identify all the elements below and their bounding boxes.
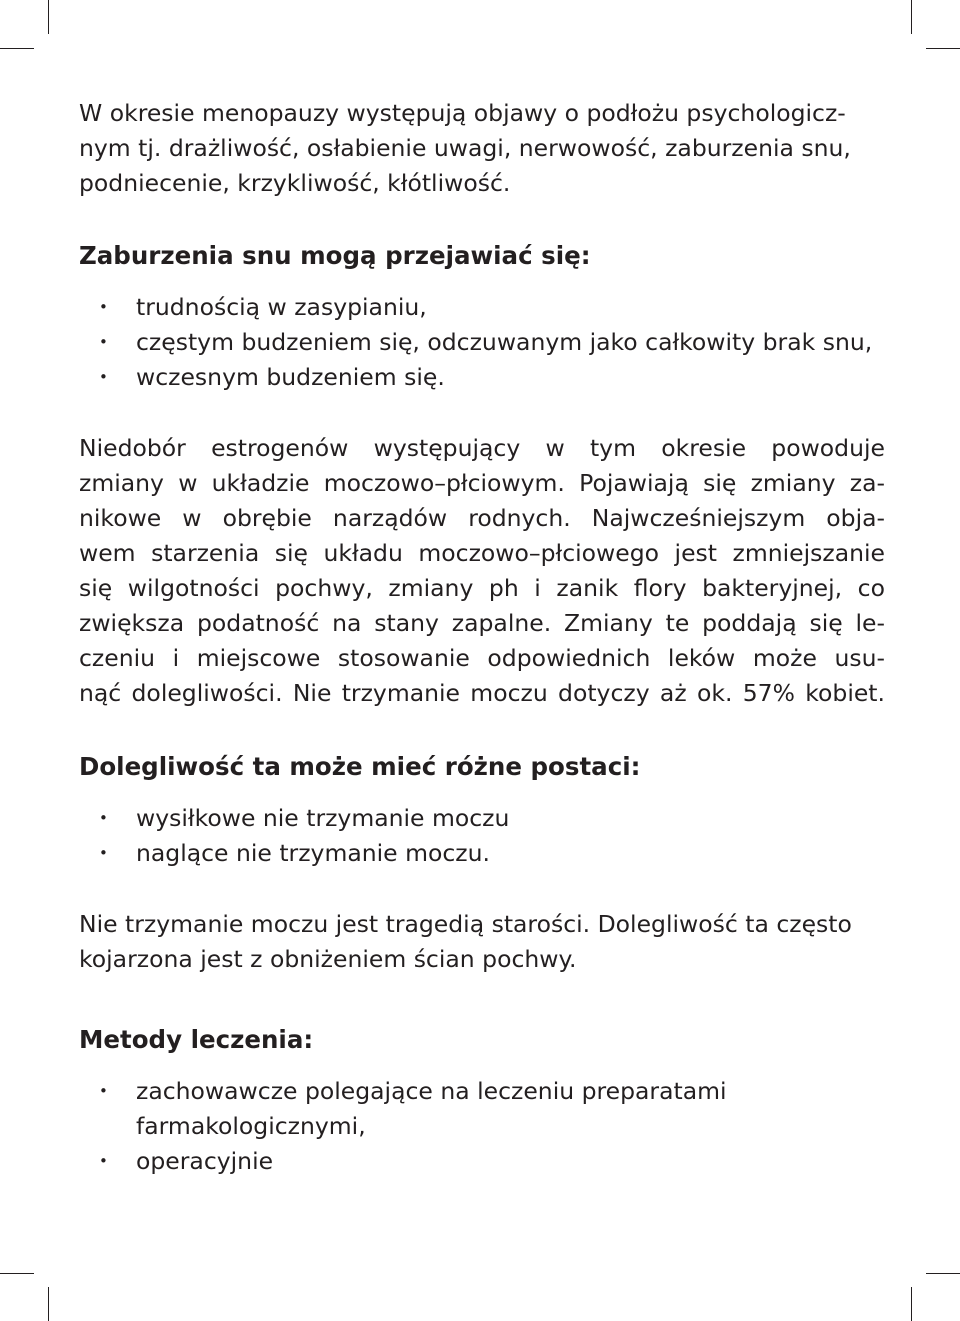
paragraph-line: Nie trzymanie moczu jest tragedią starości. Dolegliwość ta często — [79, 910, 852, 938]
bullet-icon: • — [99, 844, 108, 862]
paragraph-line: nym tj. drażliwość, osłabienie uwagi, nerwowość, zaburzenia snu, — [79, 134, 851, 162]
heading-sleep-disorders: Zaburzenia snu mogą przejawiać się: — [79, 241, 591, 270]
crop-mark-top-right-horizontal — [926, 48, 960, 49]
list-sleep-disorders — [79, 290, 885, 395]
list-item-text: farmakologicznymi, — [136, 1112, 366, 1140]
paragraph-line: podniecenie, krzykliwość, kłótliwość. — [79, 169, 511, 197]
list-item-text: wysiłkowe nie trzymanie moczu — [136, 804, 510, 832]
bullet-icon: • — [99, 298, 108, 316]
list-item-text: trudnością w zasypianiu, — [136, 293, 427, 321]
paragraph-line: nikowe w obrębie narządów rodnych. Najwcześniejszym obja- — [79, 504, 885, 532]
crop-mark-bottom-right — [911, 1287, 912, 1321]
list-item-text: częstym budzeniem się, odczuwanym jako całkowity brak snu, — [136, 328, 873, 356]
list-item-text: operacyjnie — [136, 1147, 274, 1175]
heading-treatment: Metody leczenia: — [79, 1025, 314, 1054]
list-item-text: zachowawcze polegające na leczeniu preparatami — [136, 1077, 727, 1105]
list-item — [79, 360, 885, 395]
paragraph-line: zwiększa podatność na stany zapalne. Zmiany te poddają się le- — [79, 609, 885, 637]
bullet-icon: • — [99, 333, 108, 351]
bullet-icon: • — [99, 1152, 108, 1170]
list-item — [79, 290, 885, 325]
list-item-text: wczesnym budzeniem się. — [136, 363, 445, 391]
list-item — [79, 836, 885, 871]
paragraph-line: czeniu i miejscowe stosowanie odpowiednich leków może usu- — [79, 644, 885, 672]
paragraph-line: kojarzona jest z obniżeniem ścian pochwy. — [79, 945, 577, 973]
crop-mark-bottom-left — [48, 1287, 49, 1321]
list-item — [79, 1074, 885, 1144]
paragraph-line: zmiany w układzie moczowo–płciowym. Pojawiają się zmiany za- — [79, 469, 885, 497]
list-item — [79, 325, 885, 360]
list-forms — [79, 801, 885, 871]
heading-forms: Dolegliwość ta może mieć różne postaci: — [79, 752, 641, 781]
bullet-icon: • — [99, 1082, 108, 1100]
paragraph-estrogen-deficiency — [79, 431, 885, 711]
bullet-icon: • — [99, 368, 108, 386]
list-item — [79, 1144, 885, 1179]
crop-mark-bottom-left-horizontal — [0, 1273, 34, 1274]
list-treatment — [79, 1074, 885, 1179]
paragraph-line: nąć dolegliwości. Nie trzymanie moczu dotyczy aż ok. 57% kobiet. — [79, 679, 885, 707]
crop-mark-bottom-right-horizontal — [926, 1273, 960, 1274]
list-item-text: naglące nie trzymanie moczu. — [136, 839, 490, 867]
bullet-icon: • — [99, 809, 108, 827]
crop-mark-top-right — [911, 0, 912, 34]
paragraph-incontinence — [79, 907, 885, 977]
paragraph-psychological-symptoms — [79, 96, 885, 201]
paragraph-line: wem starzenia się układu moczowo–płciowego jest zmniejszanie — [79, 539, 885, 567]
paragraph-line: się wilgotności pochwy, zmiany ph i zanik flory bakteryjnej, co — [79, 574, 885, 602]
list-item — [79, 801, 885, 836]
crop-mark-top-left — [48, 0, 49, 34]
paragraph-line: Niedobór estrogenów występujący w tym okresie powoduje — [79, 434, 885, 462]
paragraph-line: W okresie menopauzy występują objawy o podłożu psychologicz- — [79, 99, 846, 127]
crop-mark-top-left-horizontal — [0, 48, 34, 49]
